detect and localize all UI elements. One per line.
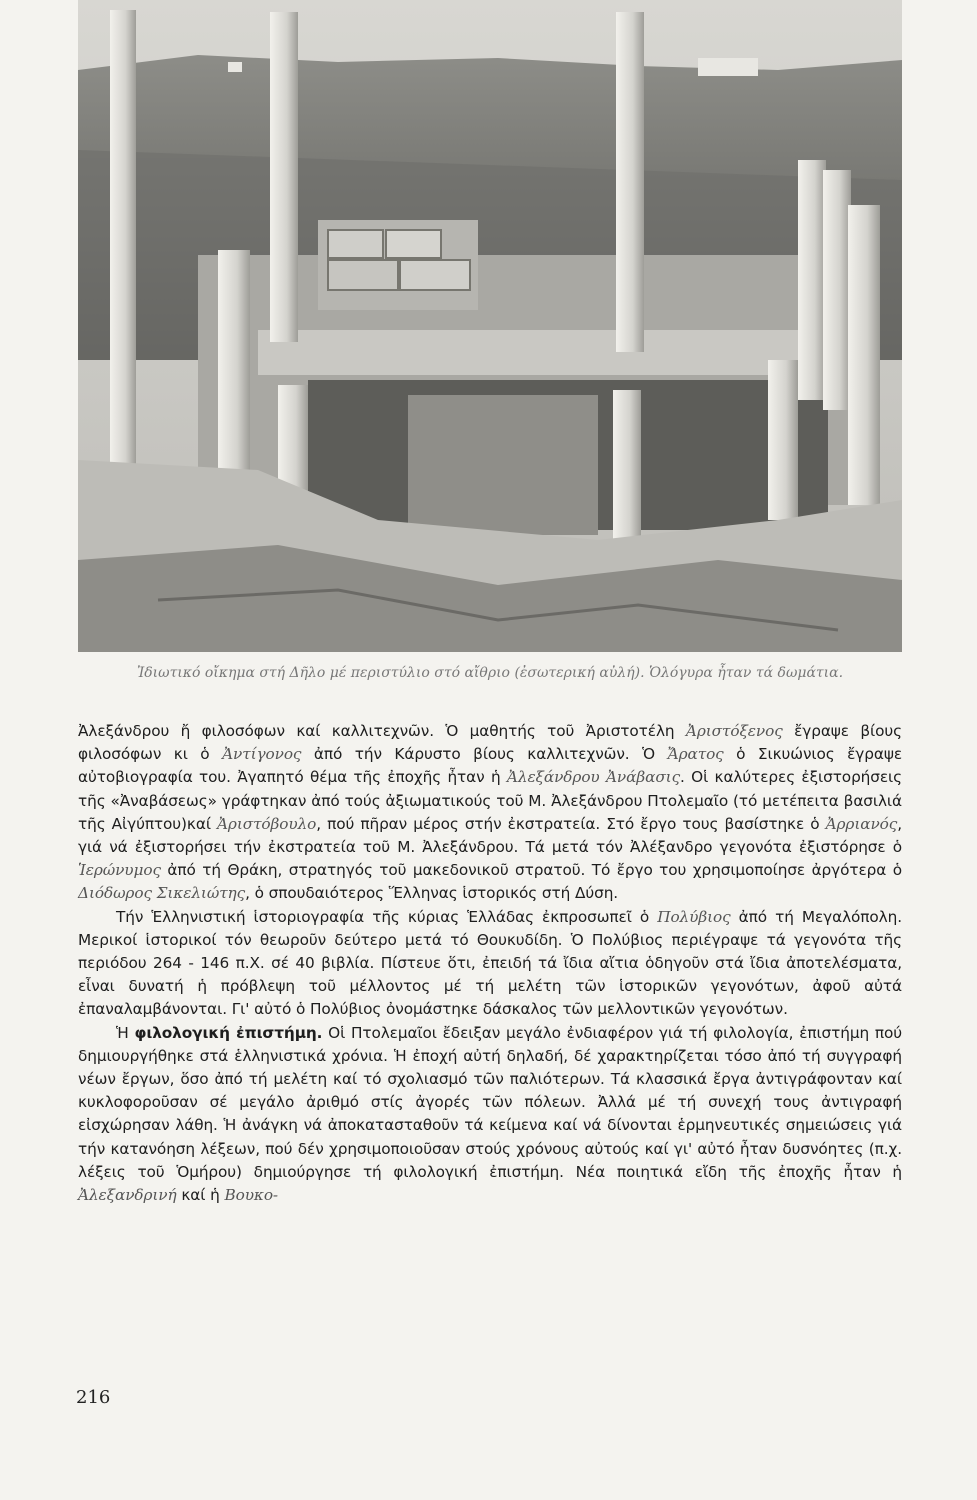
italic-name: Ἀλεξάνδρου Ἀνάβασις [506, 768, 681, 787]
section-heading: φιλολογική ἐπιστήμη. [134, 1023, 323, 1042]
text-run: ἀπό τή Μεγαλόπολη. Μερικοί ἱστορικοί τόν θεωροῦν δεύτερο μετά τό Θουκυδίδη. Ὁ Πολύβιος περιέγραψε τά γεγονότα τῆς περιόδου 264 - 146 π.Χ. σέ 40 βιβλία. Πίστευε ὅτι, ἐπειδή τά ἴδια αἴτια ὁδηγοῦν στά ἴδια ἀποτελέσματα, εἶναι δυνατή ἡ πρόβλεψη τοῦ μέλλοντος μέ τή μελέτη τῶν ἱστορικῶν γεγονότων, ἀφοῦ αὐτά ἐπαναλαμβάνονται. Γι' αὐτό ὁ Πολύβιος ὀνομάστηκε δάσκαλος τῶν μελλοντικῶν γεγονότων. [78, 907, 902, 1019]
text-run: καί ἡ [176, 1186, 225, 1205]
italic-name: Ἀρριανός [825, 814, 898, 833]
text-run: Οἱ Πτολεμαῖοι ἔδειξαν μεγάλο ἐνδιαφέρον γιά τή φιλολογία, ἐπιστήμη πού δημιουργήθηκε στά ἑλληνιστικά χρόνια. Ἡ ἐποχή αὐτή δηλαδή, δέ χαρακτηρίζεται τόσο ἀπό τή συγγραφή νέων ἔργων, ὅσο ἀπό τή μελέτη καί τό σχολιασμό τῶν παλιότερων. Τά κλασσικά ἔργα ἀντιγράφονταν καί κυκλοφοροῦσαν σέ μεγάλο ἀριθμό στίς ἀγορές τῶν πόλεων. Ἀλλά μέ τή συνεχή τους ἀντιγραφή εἰσχώρησαν λάθη. Ἡ ἀνάγκη νά ἀποκατασταθοῦν τά κείμενα καί νά δίνονται ἑρμηνευτικές σημειώσεις γιά τήν κατανόηση λέξεων, πού δέν χρησιμοποιοῦσαν στούς χρόνους αὐτούς καί γι' αὐτό ἦταν δυσνόητες (π.χ. λέξεις τοῦ Ὁμήρου) δημιούργησε τή φιλολογική ἐπιστήμη. Νέα ποιητικά εἴδη τῆς ἐποχῆς ἦταν ἡ [78, 1023, 902, 1181]
italic-name: Ἄρατος [667, 745, 724, 764]
text-run: , ὁ σπουδαιότερος Ἕλληνας ἱστορικός στή Δύση. [245, 884, 619, 903]
main-text [78, 720, 902, 1207]
italic-name: Ἀλεξανδρινή [78, 1186, 177, 1205]
paragraph-polybius [78, 906, 902, 1022]
text-run: Ἡ [116, 1023, 135, 1042]
text-run: ἔγραψε βίους φιλοσόφων κι ὁ [78, 722, 902, 764]
text-run: Τήν Ἑλληνιστική ἱστοριογραφία τῆς κύριας Ἑλλάδας ἐκπροσωπεῖ ὁ [116, 907, 658, 926]
italic-name: Διόδωρος Σικελιώτης [78, 884, 246, 903]
text-run: ὁ Σικυώνιος ἔγραψε αὐτοβιογραφία του. Ἀγαπητό θέμα τῆς ἐποχῆς ἦταν ἡ [78, 745, 902, 787]
text-run: Ἀλεξάνδρου ἤ φιλοσόφων καί καλλιτεχνῶν. Ὁ μαθητής τοῦ Ἀριστοτέλη [78, 722, 686, 740]
text-run: ἀπό τή Θράκη, στρατηγός τοῦ μακεδονικοῦ στρατοῦ. Τό ἔργο του χρησιμοποίησε ἀργότερα ὁ [160, 861, 902, 880]
italic-name: Ἱερώνυμος [78, 861, 161, 880]
paragraph-historians [78, 720, 902, 906]
italic-name: Βουκο- [224, 1186, 278, 1205]
page-number: 216 [76, 1387, 111, 1408]
text-run: , πού πῆραν μέρος στήν ἐκστρατεία. Στό ἔργο τους βασίστηκε ὁ [316, 814, 826, 833]
italic-name: Ἀριστόβουλο [216, 814, 317, 833]
italic-name: Ἀριστόξενος [685, 722, 783, 740]
italic-name: Πολύβιος [657, 907, 731, 926]
text-run: . Οἱ καλύτερες ἐξιστορήσεις τῆς «Ἀναβάσεως» γράφτηκαν ἀπό τούς ἀξιωματικούς τοῦ Μ. Ἀλεξάνδρου Πτολεμαῖο (τό μετέπειτα βασιλιά τῆς Αἰγύπτου)καί [78, 768, 902, 833]
ruins-photo-image [78, 0, 902, 652]
photo-caption: Ἰδιωτικό οἴκημα στή Δῆλο μέ περιστύλιο στό αἴθριο (ἐσωτερική αὐλή). Ὁλόγυρα ἦταν τά δωμάτια. [136, 665, 844, 681]
ruins-photo [78, 0, 902, 652]
italic-name: Ἀντίγονος [222, 745, 302, 764]
text-run: , γιά νά ἐξιστορήσει τήν ἐκστρατεία τοῦ Μ. Ἀλεξάνδρου. Τά μετά τόν Ἀλέξανδρο γεγονότα ἐξιστόρησε ὁ [78, 814, 902, 857]
text-run: ἀπό τήν Κάρυστο βίους καλλιτεχνῶν. Ὁ [301, 745, 668, 764]
paragraph-philology [78, 1022, 902, 1208]
